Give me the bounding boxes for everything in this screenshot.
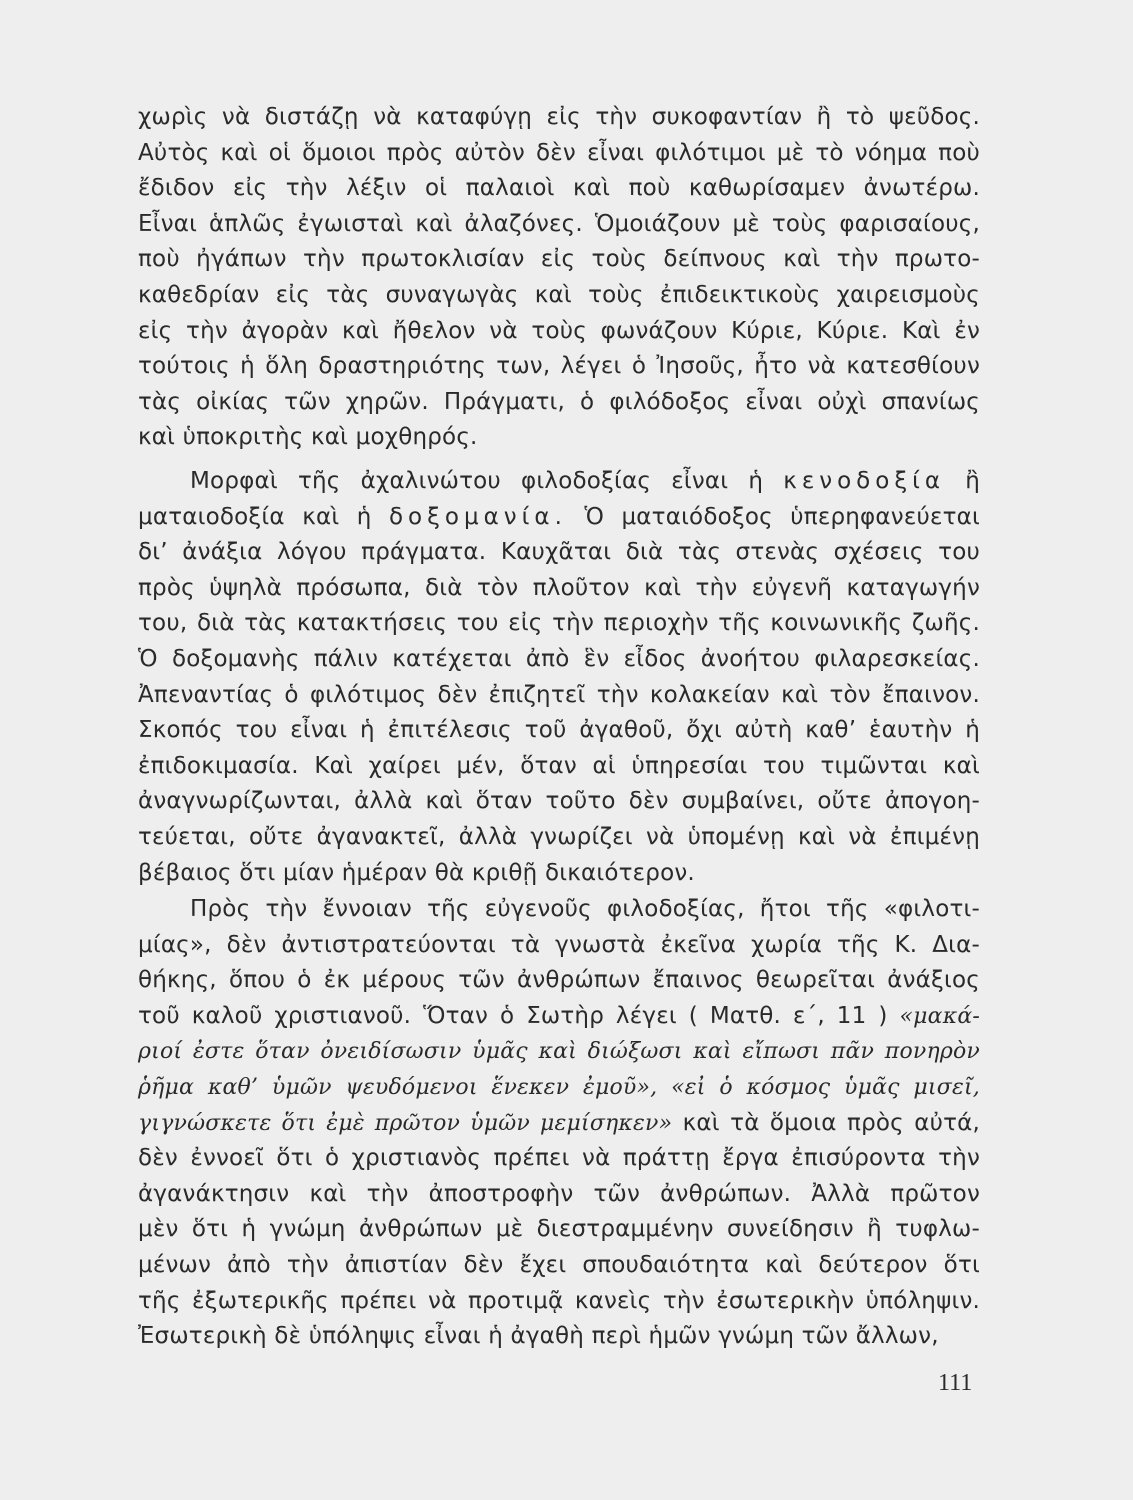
text-line: Ἀπεναντίας ὁ φιλότιμος δὲν ἐπιζητεῖ τὴν κολακείαν καὶ τὸν ἔπαινον. [138, 681, 980, 708]
text-line: ἀγανάκτησιν καὶ τὴν ἀποστροφὴν τῶν ἀνθρώπων. Ἀλλὰ πρῶτον [138, 1180, 980, 1207]
text-line: τὰς οἰκίας τῶν χηρῶν. Πράγματι, ὁ φιλόδοξος εἶναι οὐχὶ σπανίως [138, 388, 980, 415]
text-line: τῆς ἐξωτερικῆς πρέπει νὰ προτιμᾷ κανεὶς τὴν ἐσωτερικὴν ὑπόληψιν. [138, 1287, 980, 1314]
text-segment: ματαιοδοξία καὶ ἡ [138, 503, 372, 530]
text-line: μίας», δὲν ἀντιστρατεύονται τὰ γνωστὰ ἐκεῖνα χωρία τῆς Κ. Δια- [138, 931, 980, 958]
text-segment: καὶ τὰ ὅμοια πρὸς αὐτά, [682, 1109, 980, 1136]
text-line: Εἶναι ἁπλῶς ἐγωισταὶ καὶ ἀλαζόνες. Ὁμοιάζουν μὲ τοὺς φαρισαίους, [138, 210, 980, 237]
page-number: 111 [938, 1370, 973, 1396]
text-line: θήκης, ὅπου ὁ ἐκ μέρους τῶν ἀνθρώπων ἔπαινος θεωρεῖται ἀνάξιος [138, 967, 980, 994]
text-line [138, 999, 980, 1035]
text-line: Σκοπός του εἶναι ἡ ἐπιτέλεσις τοῦ ἀγαθοῦ, ὄχι αὐτὴ καθ’ ἑαυτὴν ἡ [138, 717, 980, 744]
text-line: εἰς τὴν ἀγορὰν καὶ ἤθελον νὰ τοὺς φωνάζουν Κύριε, Κύριε. Καὶ ἐν [138, 317, 980, 344]
text-line: μένων ἀπὸ τὴν ἀπιστίαν δὲν ἔχει σπουδαιότητα καὶ δεύτερον ὅτι [138, 1251, 980, 1278]
paragraph-2 [138, 464, 980, 891]
emphasized-term: κενοδοξία [783, 468, 946, 494]
text-line: βέβαιος ὅτι μίαν ἡμέραν θὰ κριθῇ δικαιότερον. [138, 859, 695, 886]
text-line: δι’ ἀνάξια λόγου πράγματα. Καυχᾶται διὰ τὰς στενὰς σχέσεις του [138, 539, 980, 566]
text-line: πρὸς ὑψηλὰ πρόσωπα, διὰ τὸν πλοῦτον καὶ τὴν εὐγενῆ καταγωγήν [138, 574, 980, 601]
text-line: ἐπιδοκιμασία. Καὶ χαίρει μέν, ὅταν αἱ ὑπηρεσίαι του τιμῶνται καὶ [138, 752, 980, 779]
emphasized-term: δοξομανία. [388, 503, 567, 530]
text-line: Πρὸς τὴν ἔννοιαν τῆς εὐγενοῦς φιλοδοξίας, ἤτοι τῆς «φιλοτι- [190, 896, 980, 922]
text-line: ἔδιδον εἰς τὴν λέξιν οἱ παλαιοὶ καὶ ποὺ καθωρίσαμεν ἀνωτέρω. [138, 175, 980, 202]
text-line: τούτοις ἡ ὅλη δραστηριότης των, λέγει ὁ Ἰησοῦς, ἦτο νὰ κατεσθίουν [138, 353, 980, 380]
text-line: μὲν ὅτι ἡ γνώμη ἀνθρώπων μὲ διεστραμμένην συνείδησιν ἢ τυφλω- [138, 1216, 980, 1243]
text-line: καὶ ὑποκριτὴς καὶ μοχθηρός. [138, 424, 478, 451]
scripture-quote-line: ριοί ἐστε ὅταν ὀνειδίσωσιν ὑμᾶς καὶ διώξωσι καὶ εἴπωσι πᾶν πονηρὸν [138, 1039, 980, 1065]
text-line [138, 1106, 980, 1142]
text-segment: τοῦ καλοῦ χριστιανοῦ. Ὅταν ὁ Σωτὴρ λέγει ( Ματθ. ε΄, 11 ) [138, 1002, 888, 1029]
text-line: καθεδρίαν εἰς τὰς συναγωγὰς καὶ τοὺς ἐπιδεικτικοὺς χαιρεισμοὺς [138, 281, 980, 308]
text-segment: ἢ [965, 468, 980, 494]
text-segment: Ὁ ματαιόδοξος ὑπερηφανεύεται [584, 503, 981, 530]
scripture-quote: γιγνώσκετε ὅτι ἐμὲ πρῶτον ὑμῶν μεμίσηκεν» [138, 1110, 673, 1136]
scripture-quote-line: ῥῆμα καθ’ ὑμῶν ψευδόμενοι ἕνεκεν ἐμοῦ», «εἰ ὁ κόσμος ὑμᾶς μισεῖ, [138, 1074, 980, 1100]
paragraph-3 [138, 892, 980, 1355]
text-line [138, 464, 980, 500]
paragraph-1 [138, 100, 980, 456]
text-line: Ἐσωτερικὴ δὲ ὑπόληψις εἶναι ἡ ἀγαθὴ περὶ ἡμῶν γνώμη τῶν ἄλλων, [138, 1323, 939, 1350]
text-line: Ὁ δοξομανὴς πάλιν κατέχεται ἀπὸ ἓν εἶδος ἀνοήτου φιλαρεσκείας. [138, 645, 980, 672]
scripture-quote: «μακά- [899, 1003, 981, 1029]
text-line: ποὺ ἠγάπων τὴν πρωτοκλισίαν εἰς τοὺς δείπνους καὶ τὴν πρωτο- [138, 246, 980, 273]
text-line: ἀναγνωρίζωνται, ἀλλὰ καὶ ὅταν τοῦτο δὲν συμβαίνει, οὔτε ἀπογοη- [138, 788, 980, 815]
text-line: του, διὰ τὰς κατακτήσεις του εἰς τὴν περιοχὴν τῆς κοινωνικῆς ζωῆς. [138, 610, 980, 637]
text-line [138, 500, 980, 536]
text-line: τεύεται, οὔτε ἀγανακτεῖ, ἀλλὰ γνωρίζει νὰ ὑπομένῃ καὶ νὰ ἐπιμένῃ [138, 823, 980, 850]
text-line: Αὐτὸς καὶ οἱ ὅμοιοι πρὸς αὐτὸν δὲν εἶναι φιλότιμοι μὲ τὸ νόημα ποὺ [138, 139, 980, 166]
text-line: χωρὶς νὰ διστάζῃ νὰ καταφύγῃ εἰς τὴν συκοφαντίαν ἢ τὸ ψεῦδος. [138, 104, 980, 130]
text-segment: Μορφαὶ τῆς ἀχαλινώτου φιλοδοξίας εἶναι ἡ [190, 468, 764, 494]
text-line: δὲν ἐννοεῖ ὅτι ὁ χριστιανὸς πρέπει νὰ πράττῃ ἔργα ἐπισύροντα τὴν [138, 1145, 980, 1172]
